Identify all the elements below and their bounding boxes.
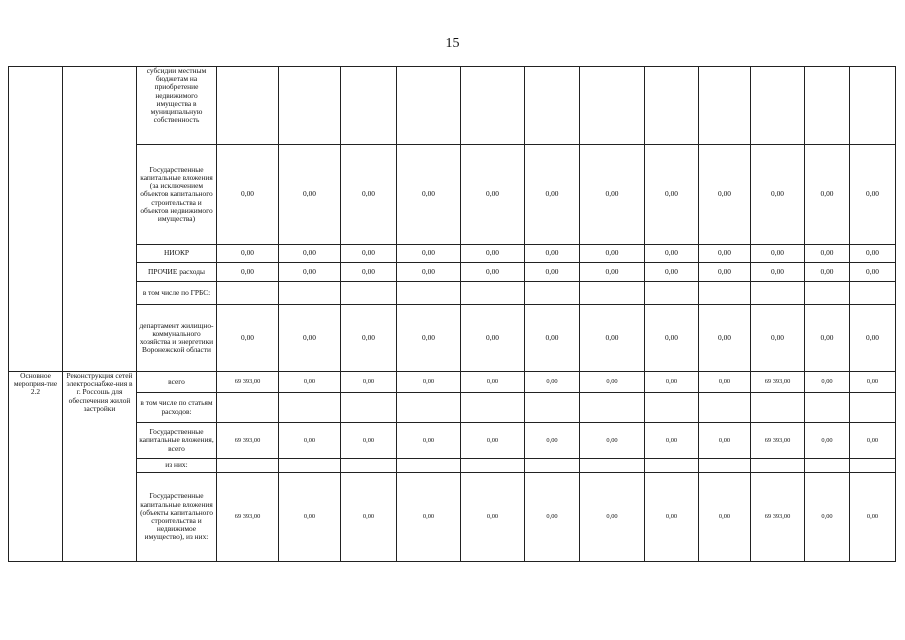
table-row (9, 459, 896, 473)
value-cell: 0,00 (645, 423, 699, 459)
value-cell (850, 459, 896, 473)
table-row (9, 282, 896, 305)
value-cell: 0,00 (699, 145, 751, 245)
value-cell (805, 67, 850, 145)
value-cell: 69 393,00 (217, 473, 279, 562)
value-cell: 0,00 (751, 305, 805, 372)
value-cell (645, 459, 699, 473)
value-cell (805, 282, 850, 305)
value-cell (217, 282, 279, 305)
table-row (9, 245, 896, 263)
value-cell: 0,00 (751, 145, 805, 245)
value-cell (525, 282, 580, 305)
value-cell (279, 393, 341, 423)
value-cell: 0,00 (461, 372, 525, 393)
value-cell: 0,00 (805, 305, 850, 372)
value-cell: 0,00 (525, 245, 580, 263)
value-cell (279, 282, 341, 305)
value-cell: 0,00 (699, 305, 751, 372)
value-cell: 69 393,00 (751, 473, 805, 562)
value-cell: 0,00 (461, 145, 525, 245)
value-cell (805, 459, 850, 473)
value-cell (580, 282, 645, 305)
value-cell (525, 67, 580, 145)
row-label: ПРОЧИЕ расходы (137, 263, 217, 282)
table-row (9, 423, 896, 459)
value-cell: 0,00 (279, 473, 341, 562)
value-cell: 0,00 (217, 145, 279, 245)
value-cell: 0,00 (341, 245, 397, 263)
continuation-cell (63, 67, 137, 372)
value-cell: 0,00 (525, 305, 580, 372)
value-cell: 0,00 (580, 473, 645, 562)
value-cell: 0,00 (279, 245, 341, 263)
value-cell (699, 67, 751, 145)
table-row (9, 263, 896, 282)
value-cell: 0,00 (645, 305, 699, 372)
value-cell: 0,00 (279, 263, 341, 282)
value-cell: 0,00 (217, 305, 279, 372)
value-cell (645, 67, 699, 145)
value-cell (751, 282, 805, 305)
value-cell (341, 393, 397, 423)
value-cell: 0,00 (699, 245, 751, 263)
value-cell (645, 393, 699, 423)
value-cell (645, 282, 699, 305)
row-label: в том числе по статьям расходов: (137, 393, 217, 423)
value-cell: 0,00 (279, 145, 341, 245)
value-cell: 69 393,00 (751, 423, 805, 459)
value-cell: 0,00 (805, 145, 850, 245)
value-cell (580, 67, 645, 145)
value-cell (397, 459, 461, 473)
value-cell (751, 67, 805, 145)
value-cell: 0,00 (525, 263, 580, 282)
table-row (9, 473, 896, 562)
value-cell: 0,00 (850, 245, 896, 263)
value-cell (341, 459, 397, 473)
row-label: Государственные капитальные вложения, всего (137, 423, 217, 459)
value-cell: 0,00 (850, 145, 896, 245)
value-cell: 0,00 (805, 423, 850, 459)
value-cell (397, 282, 461, 305)
value-cell (461, 282, 525, 305)
value-cell (850, 67, 896, 145)
value-cell (699, 459, 751, 473)
value-cell: 0,00 (341, 372, 397, 393)
value-cell (217, 393, 279, 423)
value-cell: 0,00 (461, 423, 525, 459)
table-row (9, 67, 896, 145)
value-cell: 0,00 (217, 263, 279, 282)
value-cell (461, 459, 525, 473)
value-cell: 0,00 (525, 372, 580, 393)
value-cell (805, 393, 850, 423)
value-cell: 0,00 (645, 245, 699, 263)
value-cell: 0,00 (397, 305, 461, 372)
value-cell: 0,00 (699, 263, 751, 282)
value-cell: 0,00 (341, 305, 397, 372)
row-label: департамент жилищно-коммунального хозяйства и энергетики Воронежской области (137, 305, 217, 372)
value-cell (461, 67, 525, 145)
value-cell: 0,00 (397, 263, 461, 282)
value-cell: 0,00 (461, 263, 525, 282)
value-cell: 0,00 (525, 473, 580, 562)
table-row (9, 145, 896, 245)
value-cell: 0,00 (850, 263, 896, 282)
value-cell (341, 282, 397, 305)
row-label: НИОКР (137, 245, 217, 263)
value-cell: 0,00 (850, 473, 896, 562)
table-row (9, 393, 896, 423)
value-cell: 0,00 (699, 473, 751, 562)
value-cell: 0,00 (397, 473, 461, 562)
value-cell: 0,00 (699, 423, 751, 459)
value-cell (217, 459, 279, 473)
value-cell: 0,00 (217, 245, 279, 263)
value-cell: 0,00 (850, 372, 896, 393)
value-cell (751, 393, 805, 423)
value-cell: 0,00 (397, 245, 461, 263)
value-cell: 0,00 (805, 245, 850, 263)
continuation-cell (9, 67, 63, 372)
value-cell: 0,00 (645, 372, 699, 393)
value-cell (580, 459, 645, 473)
value-cell: 0,00 (341, 145, 397, 245)
value-cell: 0,00 (580, 145, 645, 245)
value-cell: 69 393,00 (217, 423, 279, 459)
value-cell: 0,00 (341, 263, 397, 282)
value-cell: 0,00 (525, 145, 580, 245)
table-row (9, 372, 896, 393)
value-cell: 0,00 (279, 305, 341, 372)
value-cell (341, 67, 397, 145)
value-cell: 0,00 (580, 305, 645, 372)
value-cell: 0,00 (580, 245, 645, 263)
value-cell: 0,00 (751, 245, 805, 263)
value-cell: 0,00 (645, 473, 699, 562)
value-cell: 69 393,00 (751, 372, 805, 393)
value-cell: 0,00 (279, 372, 341, 393)
value-cell (397, 393, 461, 423)
value-cell: 0,00 (850, 305, 896, 372)
value-cell: 0,00 (580, 263, 645, 282)
value-cell: 0,00 (805, 263, 850, 282)
value-cell: 0,00 (341, 473, 397, 562)
main-event-label: Основное мероприя-тие 2.2 (9, 372, 63, 562)
value-cell: 0,00 (699, 372, 751, 393)
value-cell (525, 459, 580, 473)
value-cell: 0,00 (397, 145, 461, 245)
value-cell (217, 67, 279, 145)
row-label: в том числе по ГРБС: (137, 282, 217, 305)
table-row (9, 305, 896, 372)
budget-table (8, 66, 896, 562)
row-label: Государственные капитальные вложения (за исключением объектов капитального строительства и объектов недвижимого имущества) (137, 145, 217, 245)
value-cell: 0,00 (461, 305, 525, 372)
row-label: Государственные капитальные вложения (объекты капитального строительства и недвижимое имущество), из них: (137, 473, 217, 562)
value-cell (461, 393, 525, 423)
value-cell: 0,00 (525, 423, 580, 459)
value-cell: 0,00 (341, 423, 397, 459)
row-label: субсидии местным бюджетам на приобретение недвижимого имущества в муниципальную собственность (137, 67, 217, 145)
row-label: из них: (137, 459, 217, 473)
value-cell: 0,00 (580, 423, 645, 459)
value-cell (699, 282, 751, 305)
value-cell: 0,00 (645, 145, 699, 245)
main-event-name: Реконструкция сетей электроснабже-ния в г. Россошь для обеспечения жилой застройки (63, 372, 137, 562)
value-cell: 69 393,00 (217, 372, 279, 393)
value-cell (850, 393, 896, 423)
row-label: всего (137, 372, 217, 393)
value-cell: 0,00 (805, 473, 850, 562)
value-cell: 0,00 (751, 263, 805, 282)
value-cell: 0,00 (279, 423, 341, 459)
value-cell (279, 67, 341, 145)
value-cell: 0,00 (397, 372, 461, 393)
value-cell (525, 393, 580, 423)
value-cell: 0,00 (805, 372, 850, 393)
value-cell: 0,00 (461, 473, 525, 562)
value-cell (580, 393, 645, 423)
value-cell: 0,00 (850, 423, 896, 459)
value-cell: 0,00 (645, 263, 699, 282)
value-cell (699, 393, 751, 423)
value-cell: 0,00 (461, 245, 525, 263)
page-number: 15 (445, 36, 460, 51)
value-cell: 0,00 (580, 372, 645, 393)
value-cell (850, 282, 896, 305)
value-cell (397, 67, 461, 145)
value-cell (279, 459, 341, 473)
value-cell: 0,00 (397, 423, 461, 459)
value-cell (751, 459, 805, 473)
